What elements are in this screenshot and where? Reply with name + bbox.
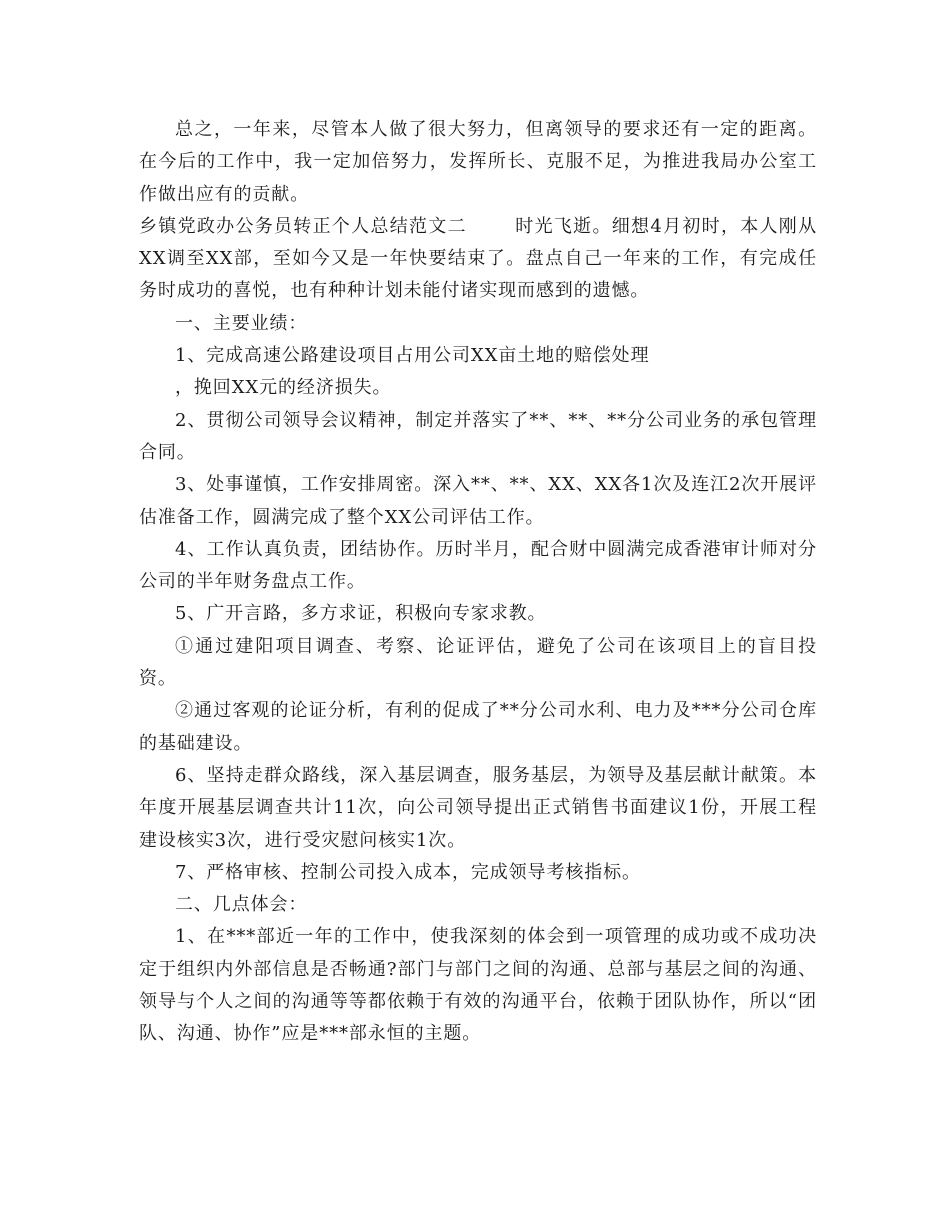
list-item: 7、严格审核、控制公司投入成本，完成领导考核指标。 (175, 861, 641, 883)
paragraph-text: 时光飞逝。细想4月初时，本人刚从XX调至XX部，至如今又是一年快要结束了。盘点自己一年来的工作，有完成任务时成功的喜悦，也有种种计划未能付诸实现而感到的遗憾。 (139, 215, 817, 302)
paragraph: 总之，一年来，尽管本人做了很大努力，但离领导的要求还有一定的距离。在今后的工作中，我一定加倍努力，发挥所长、克服不足，为推进我局办公室工作做出应有的贡献。 (139, 119, 817, 205)
section-title: 乡镇党政办公务员转正个人总结范文二 (139, 215, 467, 237)
list-item: 1、完成高速公路建设项目占用公司XX亩土地的赔偿处理 (175, 345, 650, 367)
list-item: 1、在***部近一年的工作中，使我深刻的体会到一项管理的成功或不成功决定于组织内外部信息是否畅通?部门与部门之间的沟通、总部与基层之间的沟通、领导与个人之间的沟通等等都依赖于有效的沟通平台，依赖于团队协作，所以“团队、沟通、协作”应是***部永恒的主题。 (139, 926, 817, 1045)
list-item: 3、处事谨慎，工作安排周密。深入**、**、XX、XX各1次及连江2次开展评估准备工作，圆满完成了整个XX公司评估工作。 (139, 474, 817, 528)
list-item: 5、广开言路，多方求证，积极向专家求教。 (175, 603, 547, 625)
sub-list-item: ①通过建阳项目调查、考察、论证评估，避免了公司在该项目上的盲目投资。 (139, 635, 817, 690)
sub-list-item: ②通过客观的论证分析，有利的促成了**分公司水利、电力及***分公司仓库的基础建设。 (139, 700, 817, 754)
list-item-continuation: ，挽回XX元的经济损失。 (175, 377, 392, 399)
list-item: 2、贯彻公司领导会议精神，制定并落实了**、**、**分公司业务的承包管理合同。 (139, 409, 817, 463)
list-item: 6、坚持走群众路线，深入基层调查，服务基层，为领导及基层献计献策。本年度开展基层调查共计11次，向公司领导提出正式销售书面建议1份，开展工程建设核实3次，进行受灾慰问核实1次。 (139, 764, 817, 851)
list-item: 4、工作认真负责，团结协作。历时半月，配合财中圆满完成香港审计师对分公司的半年财务盘点工作。 (139, 538, 817, 593)
section-heading: 二、几点体会： (175, 894, 308, 916)
document-body (139, 114, 817, 1051)
paragraph-with-heading (139, 211, 817, 308)
section-heading: 一、主要业绩： (175, 312, 308, 334)
